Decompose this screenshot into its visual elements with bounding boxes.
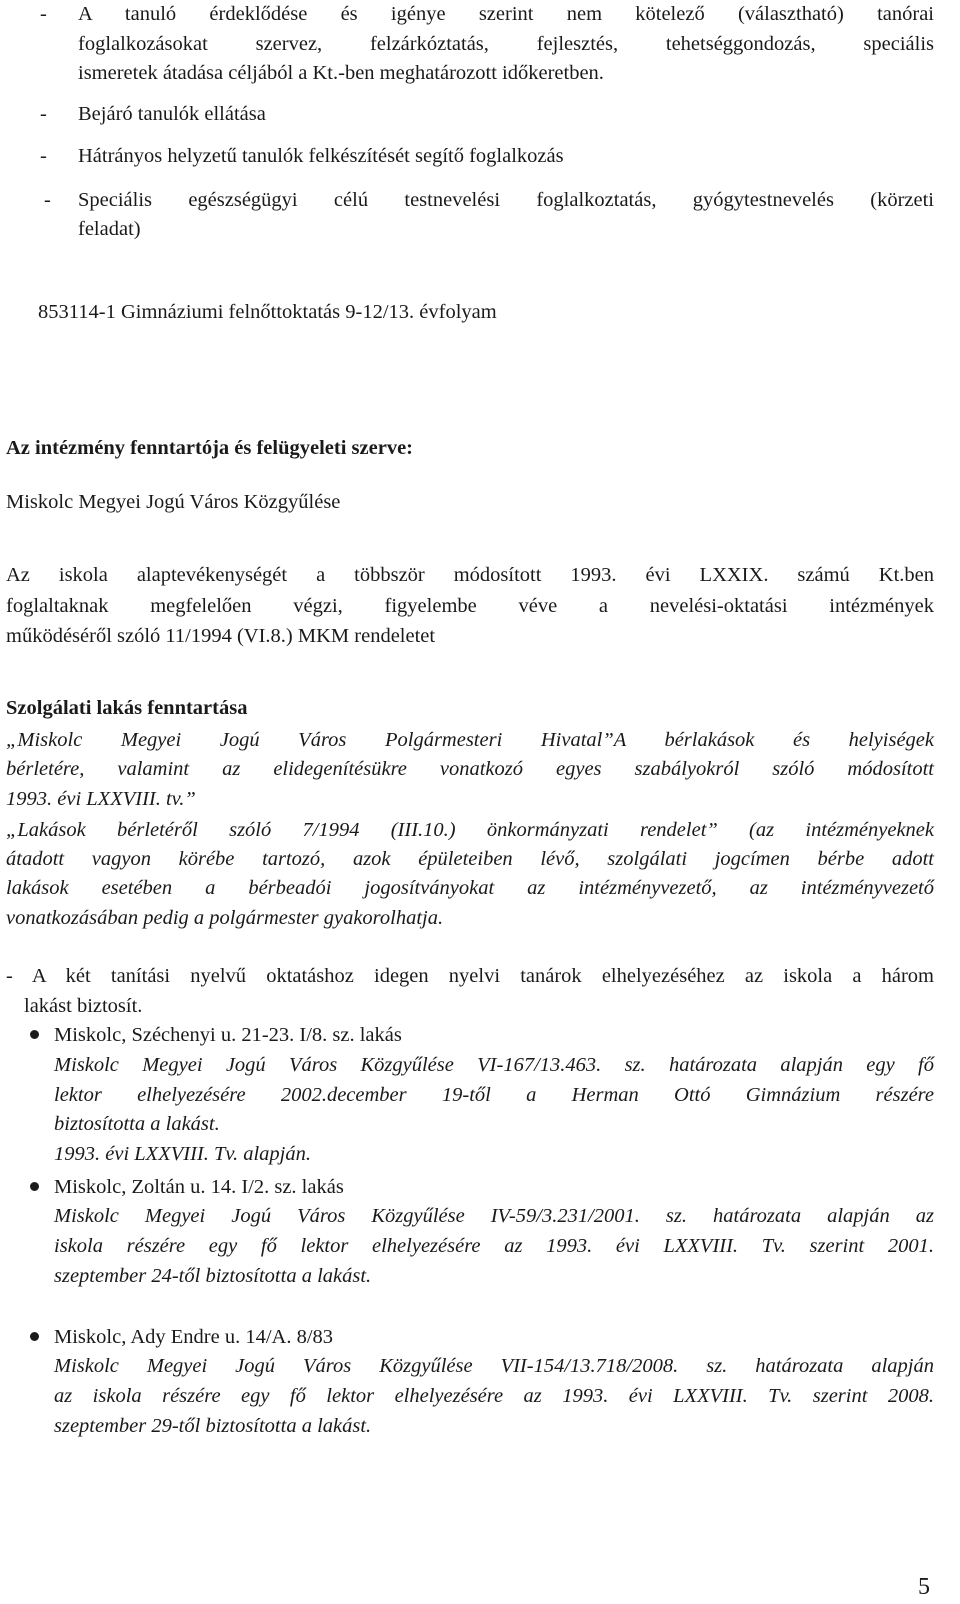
list-dash: - bbox=[40, 3, 47, 25]
flat-address: Miskolc, Ady Endre u. 14/A. 8/83 bbox=[54, 1326, 334, 1348]
flat-detail-line: Miskolc Megyei Jogú Város Közgyűlése VII-154/13.718/2008. sz. határozata alapján bbox=[54, 1355, 934, 1377]
housing-para2-line: lakások esetében a bérbeadói jogosítványokat az intézményvezető, az intézményvezető bbox=[6, 877, 934, 899]
bullet-icon bbox=[30, 1182, 39, 1191]
flat-detail-line: lektor elhelyezésére 2002.december 19-től a Herman Ottó Gimnázium részére bbox=[54, 1084, 934, 1106]
program-code-line: 853114-1 Gimnáziumi felnőttoktatás 9-12/13. évfolyam bbox=[38, 301, 497, 323]
flat-address: Miskolc, Széchenyi u. 21-23. I/8. sz. lakás bbox=[54, 1024, 402, 1046]
list-dash: - bbox=[40, 145, 47, 167]
list-dash: - bbox=[44, 189, 51, 211]
flats-intro-line: - A két tanítási nyelvű oktatáshoz idegen nyelvi tanárok elhelyezéséhez az iskola a három bbox=[6, 965, 934, 987]
maintainer-value: Miskolc Megyei Jogú Város Közgyűlése bbox=[6, 491, 341, 513]
housing-para1-line: 1993. évi LXXVIII. tv.” bbox=[6, 788, 196, 810]
list-line: Bejáró tanulók ellátása bbox=[78, 103, 266, 125]
list-line: foglalkozásokat szervez, felzárkóztatás, fejlesztés, tehetséggondozás, speciális bbox=[78, 33, 934, 55]
page-number: 5 bbox=[918, 1574, 930, 1600]
maintainer-heading: Az intézmény fenntartója és felügyeleti szerve: bbox=[6, 437, 413, 459]
list-line: feladat) bbox=[78, 218, 141, 240]
housing-heading: Szolgálati lakás fenntartása bbox=[6, 697, 248, 719]
flat-detail-line: az iskola részére egy fő lektor elhelyezésére az 1993. évi LXXVIII. Tv. szerint 2008. bbox=[54, 1385, 934, 1407]
flat-detail-line: biztosította a lakást. bbox=[54, 1113, 220, 1135]
list-line: A tanuló érdeklődése és igénye szerint nem kötelező (választható) tanórai bbox=[78, 3, 934, 25]
list-line: ismeretek átadása céljából a Kt.-ben meghatározott időkeretben. bbox=[78, 62, 604, 84]
flat-detail-line: szeptember 24-től biztosította a lakást. bbox=[54, 1265, 372, 1287]
housing-para1-line: „Miskolc Megyei Jogú Város Polgármesteri Hivatal”A bérlakások és helyiségek bbox=[6, 729, 934, 751]
housing-para1-line: bérletére, valamint az elidegenítésükre vonatkozó egyes szabályokról szóló módosított bbox=[6, 758, 934, 780]
housing-para2-line: „Lakások bérletéről szóló 7/1994 (III.10.) önkormányzati rendelet” (az intézményeknek bbox=[6, 819, 934, 841]
housing-para2-line: vonatkozásában pedig a polgármester gyakorolhatja. bbox=[6, 907, 444, 929]
bullet-icon bbox=[30, 1030, 39, 1039]
list-line: Speciális egészségügyi célú testnevelési foglalkoztatás, gyógytestnevelés (körzeti bbox=[78, 189, 934, 211]
flat-detail-line: Miskolc Megyei Jogú Város Közgyűlése VI-167/13.463. sz. határozata alapján egy fő bbox=[54, 1054, 934, 1076]
bullet-icon bbox=[30, 1332, 39, 1341]
flat-detail-line: Miskolc Megyei Jogú Város Közgyűlése IV-59/3.231/2001. sz. határozata alapján az bbox=[54, 1205, 934, 1227]
housing-para2-line: átadott vagyon körébe tartozó, azok épületeiben lévő, szolgálati jogcímen bérbe adott bbox=[6, 848, 934, 870]
basis-line: működéséről szóló 11/1994 (VI.8.) MKM rendeletet bbox=[6, 625, 436, 647]
list-line: Hátrányos helyzetű tanulók felkészítését segítő foglalkozás bbox=[78, 145, 564, 167]
flat-detail-line: 1993. évi LXXVIII. Tv. alapján. bbox=[54, 1143, 311, 1165]
list-dash: - bbox=[40, 103, 47, 125]
flat-address: Miskolc, Zoltán u. 14. I/2. sz. lakás bbox=[54, 1176, 344, 1198]
flat-detail-line: iskola részére egy fő lektor elhelyezésére az 1993. évi LXXVIII. Tv. szerint 2001. bbox=[54, 1235, 934, 1257]
basis-line: foglaltaknak megfelelően végzi, figyelembe véve a nevelési-oktatási intézmények bbox=[6, 595, 934, 617]
basis-line: Az iskola alaptevékenységét a többször módosított 1993. évi LXXIX. számú Kt.ben bbox=[6, 564, 934, 586]
flat-detail-line: szeptember 29-től biztosította a lakást. bbox=[54, 1415, 372, 1437]
flats-intro-line: lakást biztosít. bbox=[24, 995, 143, 1017]
